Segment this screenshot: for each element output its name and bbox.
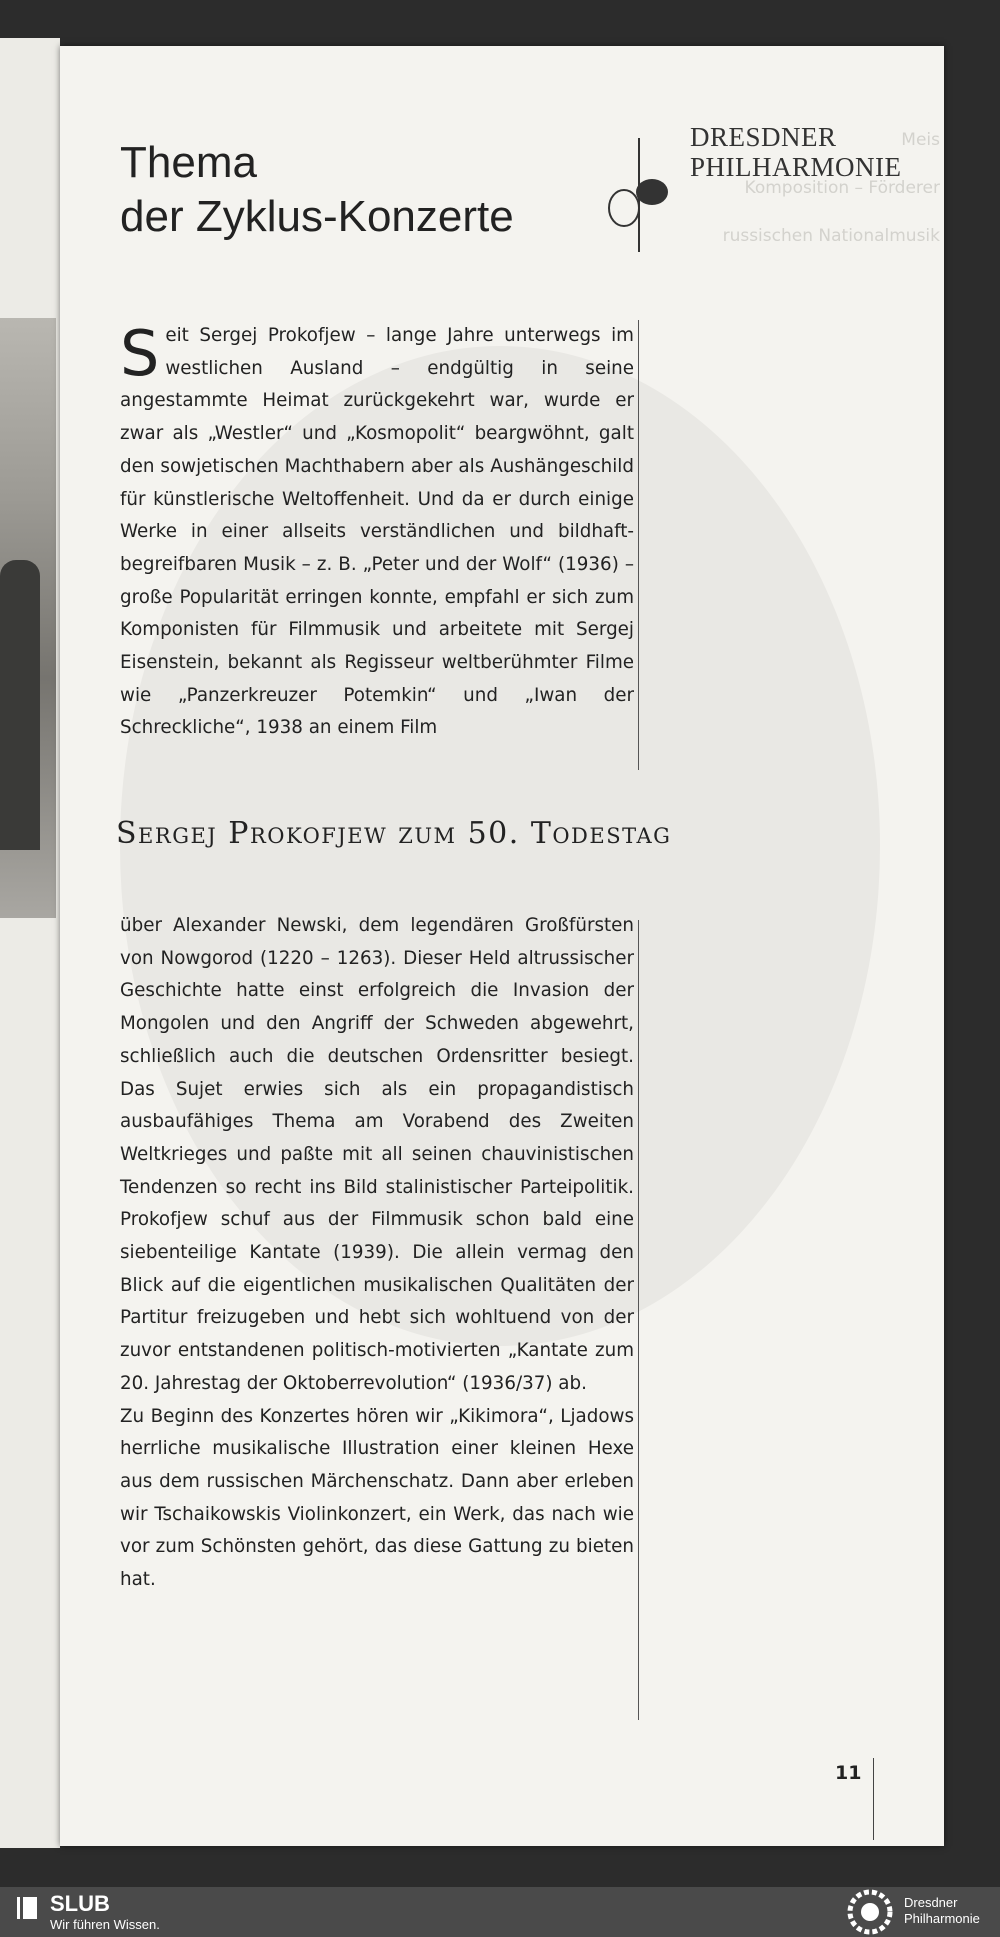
philharmonie-footer-logo: Dresdner Philharmonie bbox=[904, 1895, 980, 1926]
page-title-line-2: der Zyklus-Konzerte bbox=[120, 192, 514, 241]
dresdner-philharmonie-logo bbox=[690, 122, 902, 182]
brochure-page bbox=[60, 46, 944, 1846]
logo-line-2: PHILHARMONIE bbox=[690, 152, 902, 182]
slub-tagline: Wir führen Wissen. bbox=[50, 1917, 160, 1932]
page-title bbox=[120, 136, 514, 244]
philharmonie-emblem-icon bbox=[842, 1889, 898, 1935]
body-paragraph-2: Zu Beginn des Konzertes hören wir „Kikimora“, Ljadows herrliche musikalische Illustration einer kleinen Hexe aus dem russischen Märchenschatz. Dann aber erleben wir Tschaikowskis Violinkonzert, ein Werk, das nach wie vor zum Schönsten gehört, das diese Gattung zu bieten hat. bbox=[120, 1405, 634, 1591]
logo-line-1: DRESDNER bbox=[690, 122, 837, 152]
drop-cap: S bbox=[120, 317, 160, 390]
text-column-2 bbox=[120, 910, 634, 1597]
text-column-1 bbox=[120, 317, 634, 745]
slub-logo-name: SLUB bbox=[50, 1891, 110, 1916]
intro-paragraph: eit Sergej Prokofjew – lange Jahre unterwegs im westlichen Ausland – endgültig in seine angestammte Heimat zurückgekehrt war, wurde er zwar als „Westler“ und „Kosmopolit“ beargwöhnt, galt den sowjetischen Machthabern aber als Aushängeschild für künstlerische Weltoffenheit. Und da er durch einige Werke in einer allseits verständlichen und bildhaft-begreifbaren Musik – z. B. „Peter und der Wolf“ (1936) – große Popularität erringen konnte, empfahl er sich zum Komponisten für Filmmusik und arbeitete mit Sergej Eisenstein, bekannt als Regisseur weltberühmter Filme wie „Panzerkreuzer Potemkin“ und „Iwan der Schreckliche“, 1938 an einem Film bbox=[120, 325, 634, 739]
section-heading: Sergej Prokofjew zum 50. Todestag bbox=[116, 816, 672, 851]
page-title-line-1: Thema bbox=[120, 138, 257, 187]
body-paragraph-1: über Alexander Newski, dem legendären Großfürsten von Nowgorod (1220 – 1263). Dieser Held altrussischer Geschichte hatte einst erfolgreich die Invasion der Mongolen und den Angriff der Schweden abgewehrt, schließlich auch die deutschen Ordensritter besiegt. Das Sujet erwies sich als ein propagandistisch ausbaufähiges Thema am Vorabend des Zweiten Weltkrieges und paßte mit all seinen chauvinistischen Tendenzen so recht ins Bild stalinistischer Parteipolitik. Prokofjew schuf aus der Filmmusik schon bald eine siebenteilige Kantate (1939). Die allein vermag den Blick auf die eigentlichen musikalischen Qualitäten der Partitur freizugeben und hebt sich wohltuend von der zuvor entstandenen politisch-motivierten „Kantate zum 20. Jahrestag der Oktoberrevolution“ (1936/37) ab. bbox=[120, 915, 634, 1394]
column-rule bbox=[638, 920, 639, 1720]
page-number: 11 bbox=[835, 1762, 862, 1784]
bleed-through-text: Meis Komposition – Förderer russischen Nationalmusik bbox=[722, 130, 940, 246]
dresdner-philharmonie-logo-icon bbox=[596, 92, 686, 252]
left-page-edge bbox=[0, 38, 60, 1848]
left-page-photo-person bbox=[0, 560, 40, 850]
column-rule bbox=[638, 320, 639, 770]
page-number-rule bbox=[873, 1758, 874, 1840]
footer-bar bbox=[0, 1887, 1000, 1937]
book-icon bbox=[14, 1895, 40, 1921]
